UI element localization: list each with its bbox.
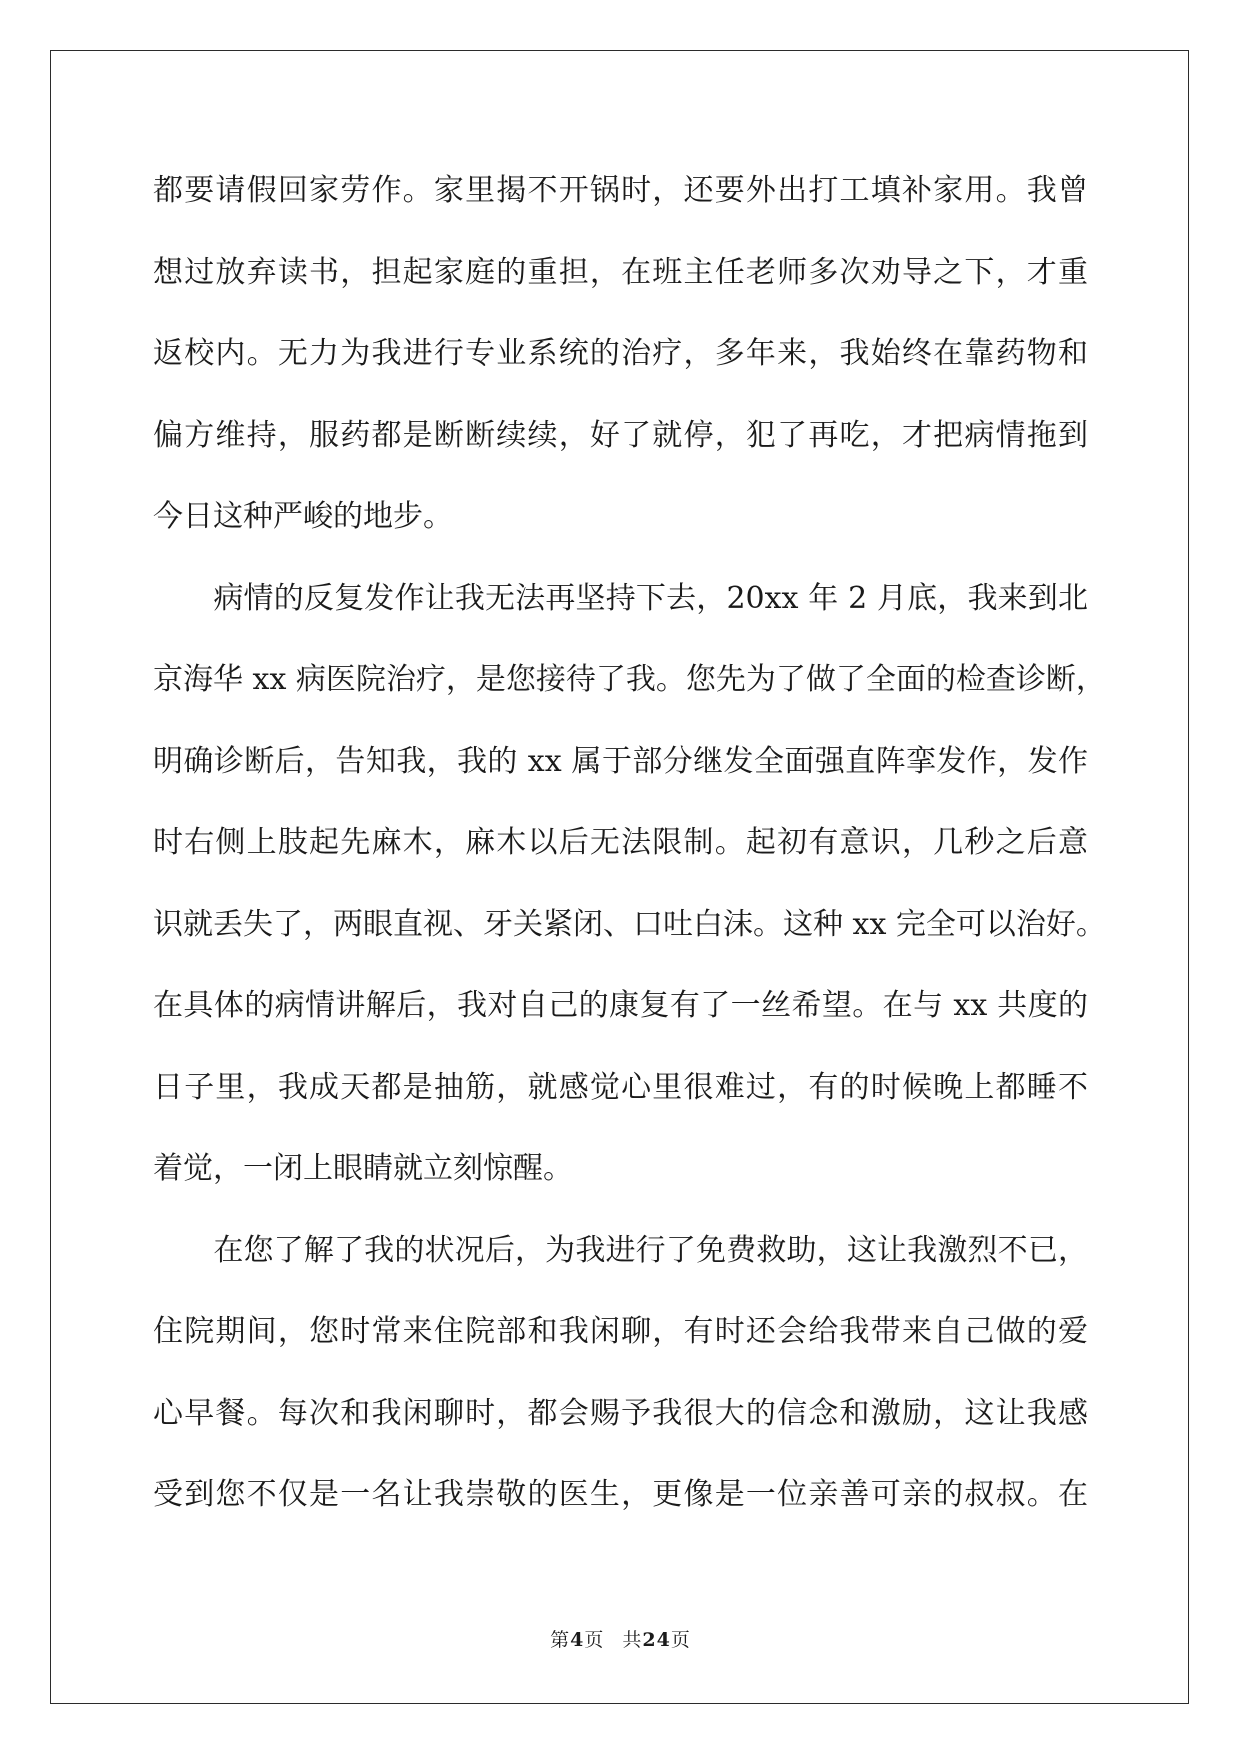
total-pages: 24 <box>642 1629 671 1651</box>
text-line: 在您了解了我的状况后，为我进行了免费救助，这让我激烈不已， <box>153 1232 1088 1268</box>
text-line: 都要请假回家劳作。家里揭不开锅时，还要外出打工填补家用。我曾 <box>153 173 1088 208</box>
text-line: 想过放弃读书，担起家庭的重担，在班主任老师多次劝导之下，才重 <box>153 254 1088 290</box>
text-line: 日子里，我成天都是抽筋，就感觉心里很难过，有的时候晚上都睡不 <box>153 1069 1088 1105</box>
body-text <box>153 162 1106 1548</box>
text-line: 病情的反复发作让我无法再坚持下去，20xx 年 2 月底，我来到北 <box>153 580 1088 616</box>
text-line: 在具体的病情讲解后，我对自己的康复有了一丝希望。在与 xx 共度的 <box>153 988 1088 1023</box>
text-line: 京海华 xx 病医院治疗，是您接待了我。您先为了做了全面的检查诊断， <box>153 662 1106 697</box>
text-line: 时右侧上肢起先麻木，麻木以后无法限制。起初有意识，几秒之后意 <box>153 825 1088 860</box>
page-number-footer <box>0 1625 1241 1655</box>
text-line: 着觉，一闭上眼睛就立刻惊醒。 <box>153 1151 573 1186</box>
page-prefix: 第 <box>550 1629 571 1651</box>
text-line: 偏方维持，服药都是断断续续，好了就停，犯了再吃，才把病情拖到 <box>153 417 1088 453</box>
text-line: 住院期间，您时常来住院部和我闲聊，有时还会给我带来自己做的爱 <box>153 1314 1088 1349</box>
text-line: 明确诊断后，告知我，我的 xx 属于部分继发全面强直阵挛发作，发作 <box>153 743 1088 779</box>
text-line: 返校内。无力为我进行专业系统的治疗，多年来，我始终在靠药物和 <box>153 336 1088 371</box>
text-line: 识就丢失了，两眼直视、牙关紧闭、口吐白沫。这种 xx 完全可以治好。 <box>153 906 1106 942</box>
page-number: 4 <box>570 1629 585 1651</box>
total-prefix: 共 <box>622 1629 643 1651</box>
total-unit: 页 <box>670 1629 691 1651</box>
text-line: 受到您不仅是一名让我崇敬的医生，更像是一位亲善可亲的叔叔。在 <box>153 1477 1088 1512</box>
text-line: 心早餐。每次和我闲聊时，都会赐予我很大的信念和激励，这让我感 <box>153 1395 1088 1431</box>
text-line: 今日这种严峻的地步。 <box>153 499 453 534</box>
page-unit: 页 <box>584 1629 605 1651</box>
